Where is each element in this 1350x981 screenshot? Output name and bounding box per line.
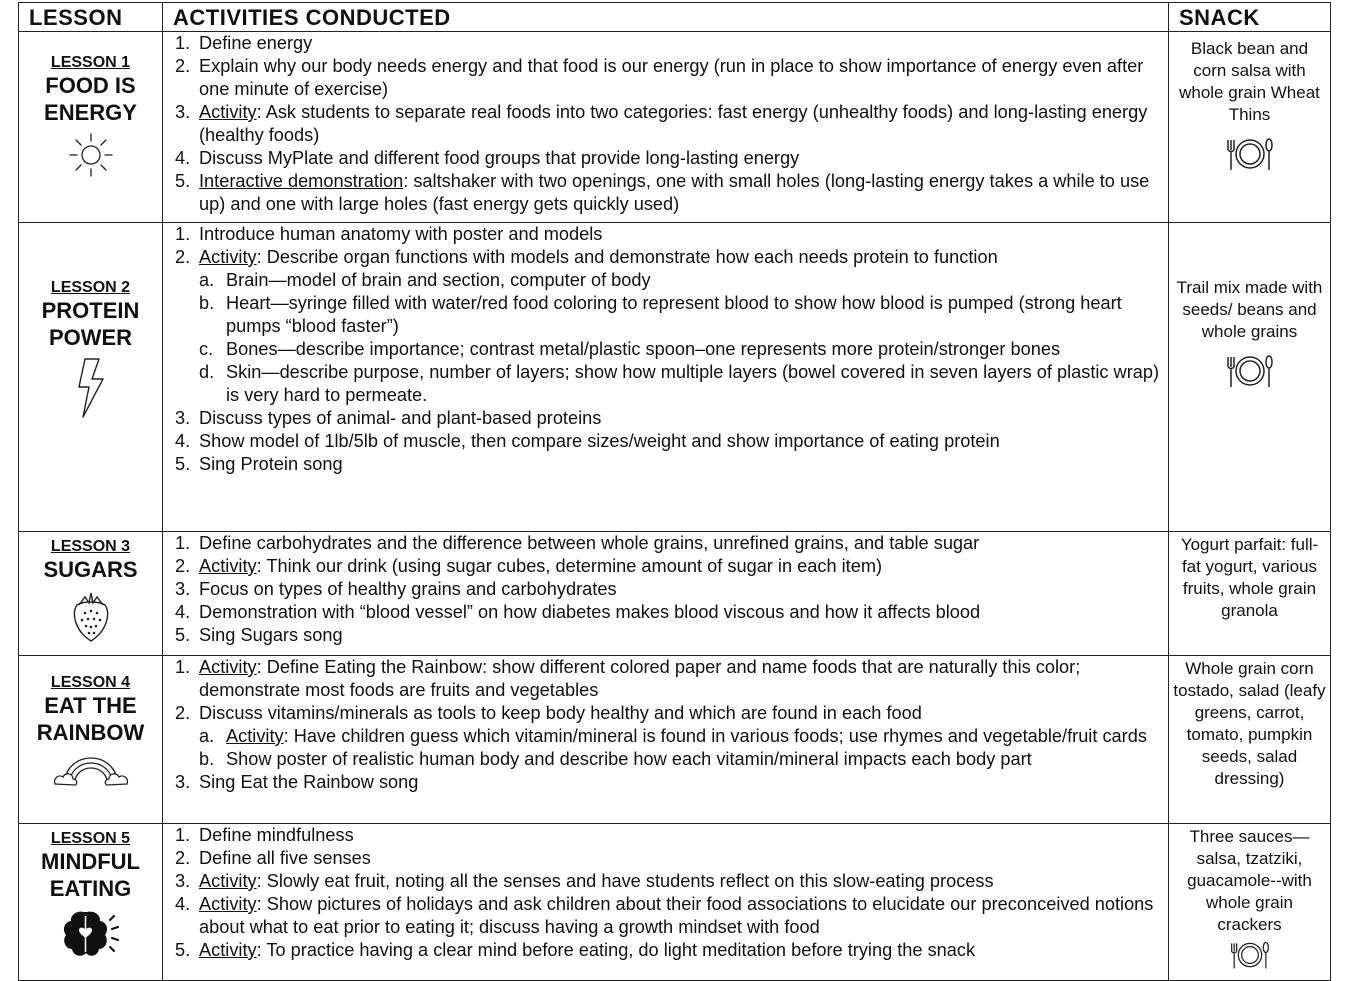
item-label: Activity bbox=[199, 871, 257, 891]
item-text: Sing Sugars song bbox=[199, 625, 343, 645]
item-number: 5. bbox=[175, 171, 191, 191]
list-item bbox=[173, 246, 1160, 407]
item-text: Focus on types of healthy grains and carbohydrates bbox=[199, 579, 617, 599]
item-text: : saltshaker with two openings, one with small holes (long-lasting energy takes a while to use up) and one with large holes (fast energy gets quickly used) bbox=[199, 171, 1150, 214]
list-item bbox=[173, 893, 1160, 939]
item-text: : Have children guess which vitamin/mineral is found in various foods; use rhymes and vegetable/fruit cards bbox=[283, 726, 1147, 746]
activity-list bbox=[163, 223, 1168, 476]
item-number: 3. bbox=[175, 772, 191, 792]
snack-text: Black bean and corn salsa with whole grain Wheat Thins bbox=[1179, 39, 1320, 124]
activity-list bbox=[163, 824, 1168, 962]
item-number: a. bbox=[199, 270, 215, 290]
item-number: c. bbox=[199, 339, 214, 359]
activities-cell bbox=[163, 824, 1169, 981]
snack-cell bbox=[1169, 223, 1331, 532]
item-number: 5. bbox=[175, 940, 191, 960]
snack-cell bbox=[1169, 824, 1331, 981]
lesson-cell bbox=[19, 824, 163, 981]
item-number: 1. bbox=[175, 533, 191, 553]
item-label: Activity bbox=[199, 657, 257, 677]
item-text: Discuss types of animal- and plant-based proteins bbox=[199, 408, 602, 428]
item-text: : Think our drink (using sugar cubes, determine amount of sugar in each item) bbox=[256, 556, 883, 576]
item-number: 2. bbox=[175, 247, 191, 267]
activities-cell bbox=[163, 656, 1169, 824]
list-item bbox=[173, 578, 1160, 601]
snack-text: Whole grain corn tostado, salad (leafy greens, carrot, tomato, pumpkin seeds, salad dressing) bbox=[1173, 659, 1326, 788]
list-item bbox=[173, 430, 1160, 453]
item-number: 5. bbox=[175, 625, 191, 645]
item-number: 2. bbox=[175, 848, 191, 868]
item-number: 4. bbox=[175, 894, 191, 914]
sub-item bbox=[199, 748, 1160, 771]
item-number: 3. bbox=[175, 579, 191, 599]
lesson-cell bbox=[19, 532, 163, 656]
lesson-number: LESSON 3 bbox=[50, 538, 131, 555]
plate-utensils-icon bbox=[1226, 940, 1274, 970]
activity-list bbox=[163, 32, 1168, 216]
lesson-number: LESSON 5 bbox=[50, 830, 131, 847]
list-item bbox=[173, 147, 1160, 170]
list-item bbox=[173, 223, 1160, 246]
item-number: 2. bbox=[175, 56, 191, 76]
item-number: 4. bbox=[175, 602, 191, 622]
item-text: Skin—describe purpose, number of layers; show how multiple layers (bowel covered in seven layers of plastic wrap) is very hard to permeate. bbox=[226, 362, 1160, 405]
plate-utensils-icon bbox=[1224, 136, 1276, 172]
list-item bbox=[173, 55, 1160, 101]
sub-item bbox=[199, 725, 1160, 748]
list-item bbox=[173, 870, 1160, 893]
lesson-number: LESSON 1 bbox=[50, 54, 131, 71]
item-text: Define energy bbox=[199, 33, 313, 53]
sub-item bbox=[199, 269, 1160, 292]
list-item bbox=[173, 101, 1160, 147]
list-item bbox=[173, 32, 1160, 55]
item-text: Show poster of realistic human body and describe how each vitamin/mineral impacts each body part bbox=[226, 749, 1032, 769]
item-text: Bones—describe importance; contrast metal/plastic spoon–one represents more protein/stronger bones bbox=[226, 339, 1061, 359]
lesson-title-line: RAINBOW bbox=[36, 720, 145, 745]
lesson-row-4 bbox=[19, 656, 1331, 824]
lesson-number: LESSON 2 bbox=[50, 279, 131, 296]
item-number: 4. bbox=[175, 148, 191, 168]
sun-icon bbox=[68, 132, 114, 178]
item-text: Heart—syringe filled with water/red food coloring to represent blood to show how blood is pumped (strong heart pumps “blood faster”) bbox=[226, 293, 1122, 336]
item-text: Brain—model of brain and section, computer of body bbox=[226, 270, 651, 290]
snack-cell bbox=[1169, 32, 1331, 223]
activities-cell bbox=[163, 32, 1169, 223]
item-text: Define carbohydrates and the difference between whole grains, unrefined grains, and table sugar bbox=[199, 533, 980, 553]
lesson-title-line: SUGARS bbox=[43, 557, 138, 582]
list-item bbox=[173, 555, 1160, 578]
item-text: Introduce human anatomy with poster and models bbox=[199, 224, 603, 244]
item-text: Sing Eat the Rainbow song bbox=[199, 772, 419, 792]
item-number: 1. bbox=[175, 33, 191, 53]
lesson-number: LESSON 4 bbox=[50, 674, 131, 691]
item-text: Define mindfulness bbox=[199, 825, 354, 845]
list-item bbox=[173, 824, 1160, 847]
activities-cell bbox=[163, 532, 1169, 656]
lesson-row-2 bbox=[19, 223, 1331, 532]
item-label: Activity bbox=[199, 247, 257, 267]
item-label: Activity bbox=[199, 102, 257, 122]
item-number: b. bbox=[199, 293, 215, 313]
lesson-title-line: ENERGY bbox=[44, 100, 137, 125]
item-number: 1. bbox=[175, 224, 191, 244]
item-number: a. bbox=[199, 726, 215, 746]
item-label: Activity bbox=[199, 940, 257, 960]
list-item bbox=[173, 656, 1160, 702]
item-text: Discuss MyPlate and different food groups that provide long-lasting energy bbox=[199, 148, 800, 168]
lesson-cell bbox=[19, 656, 163, 824]
snack-text: Yogurt parfait: full-fat yogurt, various fruits, whole grain granola bbox=[1180, 535, 1319, 620]
header-activities: ACTIVITIES CONDUCTED bbox=[163, 3, 1169, 32]
item-text: : Describe organ functions with models and demonstrate how each needs protein to function bbox=[256, 247, 998, 267]
sub-list bbox=[199, 725, 1160, 771]
lesson-title-line: EAT THE bbox=[44, 693, 137, 718]
list-item bbox=[173, 847, 1160, 870]
item-number: 3. bbox=[175, 408, 191, 428]
list-item bbox=[173, 624, 1160, 647]
activities-cell bbox=[163, 223, 1169, 532]
item-number: 1. bbox=[175, 657, 191, 677]
strawberry-icon bbox=[69, 589, 113, 643]
item-label: Interactive demonstration bbox=[199, 171, 404, 191]
item-number: 3. bbox=[175, 871, 191, 891]
list-item bbox=[173, 453, 1160, 476]
header-row bbox=[19, 3, 1331, 32]
item-number: 3. bbox=[175, 102, 191, 122]
list-item bbox=[173, 601, 1160, 624]
snack-text: Three sauces—salsa, tzatziki, guacamole--with whole grain crackers bbox=[1187, 827, 1312, 934]
item-text: : Ask students to separate real foods into two categories: fast energy (unhealthy foods) and long-lasting energy (healthy foods) bbox=[199, 102, 1148, 145]
lesson-row-5 bbox=[19, 824, 1331, 981]
activity-list bbox=[163, 532, 1168, 647]
list-item bbox=[173, 939, 1160, 962]
snack-text: Trail mix made with seeds/ beans and whole grains bbox=[1176, 278, 1323, 341]
item-number: 1. bbox=[175, 825, 191, 845]
item-text: : Slowly eat fruit, noting all the senses and have students reflect on this slow-eating process bbox=[256, 871, 994, 891]
snack-cell bbox=[1169, 656, 1331, 824]
list-item bbox=[173, 702, 1160, 771]
item-text: Show model of 1lb/5lb of muscle, then compare sizes/weight and show importance of eating protein bbox=[199, 431, 1000, 451]
item-text: Explain why our body needs energy and that food is our energy (run in place to show importance of energy even after one minute of exercise) bbox=[199, 56, 1144, 99]
list-item bbox=[173, 532, 1160, 555]
header-snack: SNACK bbox=[1169, 3, 1331, 32]
lesson-title-line: FOOD IS bbox=[45, 73, 136, 98]
item-text: : Show pictures of holidays and ask children about their food associations to elucidate our preconceived notions about what to eat prior to eating it; discuss having a growth mindset with food bbox=[199, 894, 1154, 937]
item-label: Activity bbox=[226, 726, 284, 746]
lesson-row-1 bbox=[19, 32, 1331, 223]
lesson-title-line: POWER bbox=[48, 325, 133, 350]
sub-item bbox=[199, 338, 1160, 361]
item-label: Activity bbox=[199, 556, 257, 576]
activity-list bbox=[163, 656, 1168, 794]
item-text: : Define Eating the Rainbow: show different colored paper and name foods that are naturally this color; demonstrate most foods are fruits and vegetables bbox=[199, 657, 1081, 700]
list-item bbox=[173, 771, 1160, 794]
item-text: Discuss vitamins/minerals as tools to keep body healthy and which are found in each food bbox=[199, 703, 922, 723]
lessons-table bbox=[18, 2, 1331, 981]
lesson-title-line: MINDFUL bbox=[41, 849, 140, 874]
list-item bbox=[173, 170, 1160, 216]
brain-heart-icon bbox=[60, 908, 122, 960]
lesson-cell bbox=[19, 32, 163, 223]
lesson-title-line: EATING bbox=[49, 876, 132, 901]
header-lesson: LESSON bbox=[19, 3, 163, 32]
list-item bbox=[173, 407, 1160, 430]
item-number: 4. bbox=[175, 431, 191, 451]
lesson-cell bbox=[19, 223, 163, 532]
sub-item bbox=[199, 292, 1160, 338]
plate-utensils-icon bbox=[1224, 353, 1276, 389]
item-text: Sing Protein song bbox=[199, 454, 343, 474]
item-text: : To practice having a clear mind before eating, do light meditation before trying the snack bbox=[256, 940, 976, 960]
lesson-title-line: PROTEIN bbox=[41, 298, 140, 323]
rainbow-icon bbox=[51, 752, 131, 788]
item-number: 2. bbox=[175, 703, 191, 723]
item-text: Demonstration with “blood vessel” on how diabetes makes blood viscous and how it affects blood bbox=[199, 602, 981, 622]
item-number: d. bbox=[199, 362, 215, 382]
lesson-row-3 bbox=[19, 532, 1331, 656]
snack-cell bbox=[1169, 532, 1331, 656]
sub-item bbox=[199, 361, 1160, 407]
item-label: Activity bbox=[199, 894, 257, 914]
sub-list bbox=[199, 269, 1160, 407]
item-number: 2. bbox=[175, 556, 191, 576]
item-text: Define all five senses bbox=[199, 848, 371, 868]
item-number: b. bbox=[199, 749, 215, 769]
item-number: 5. bbox=[175, 454, 191, 474]
lightning-icon bbox=[75, 357, 107, 419]
